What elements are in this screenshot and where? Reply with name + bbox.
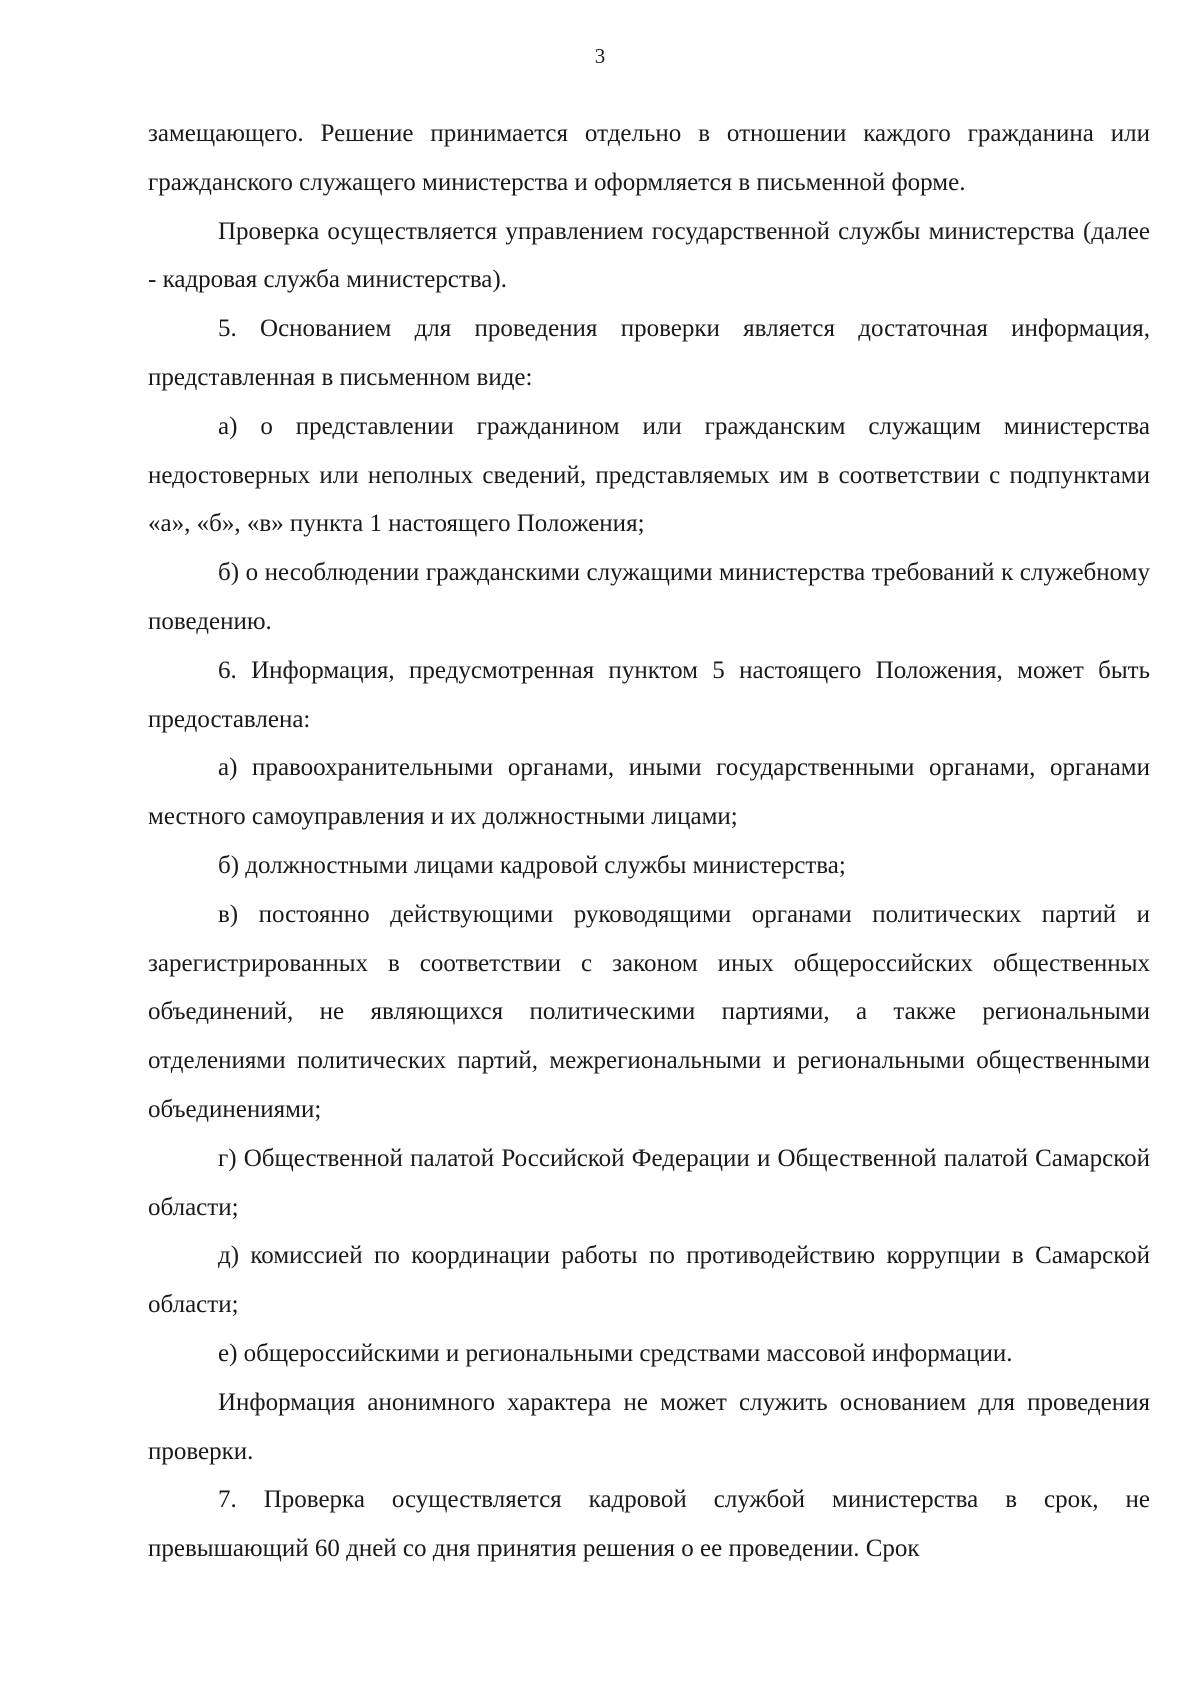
paragraph-item-5a: а) о представлении гражданином или гражданским служащим министерства недостоверных или неполных сведений, представляемых им в соответствии с подпунктами «а», «б», «в» пункта 1 настоящего Положения;: [148, 412, 1150, 538]
paragraph-item-6g: г) Общественной палатой Российской Федерации и Общественной палатой Самарской области;: [148, 1144, 1150, 1221]
page-number: 3: [594, 44, 606, 68]
paragraph-item-6e: е) общероссийскими и региональными средствами массовой информации.: [218, 1339, 1013, 1367]
paragraph-item-6: 6. Информация, предусмотренная пунктом 5 настоящего Положения, может быть предоставлена:: [148, 656, 1150, 733]
paragraph-item-6v: в) постоянно действующими руководящими органами политических партий и зарегистрированных в соответствии с законом иных общероссийских общественных объединений, не являющихся политическими партиями, а также региональными отделениями политических партий, межрегиональными и региональными общественными объединениями;: [148, 900, 1150, 1123]
paragraph-anonymous-info: Информация анонимного характера не может служить основанием для проведения проверки.: [148, 1388, 1150, 1465]
paragraph-inspection-body: Проверка осуществляется управлением государственной службы министерства (далее - кадровая служба министерства).: [148, 217, 1150, 294]
paragraph-item-6b: б) должностными лицами кадровой службы министерства;: [218, 851, 846, 879]
paragraph-continuation: замещающего. Решение принимается отдельно в отношении каждого гражданина или гражданского служащего министерства и оформляется в письменной форме.: [148, 120, 1150, 196]
paragraph-item-6a: а) правоохранительными органами, иными государственными органами, органами местного самоуправления и их должностными лицами;: [148, 754, 1150, 831]
paragraph-item-5b: б) о несоблюдении гражданскими служащими министерства требований к служебному поведению.: [148, 559, 1150, 635]
paragraph-item-5: 5. Основанием для проведения проверки является достаточная информация, представленная в письменном виде:: [148, 315, 1150, 391]
paragraph-item-7: 7. Проверка осуществляется кадровой службой министерства в срок, не превышающий 60 дней со дня принятия решения о ее проведении. Срок: [148, 1486, 1150, 1563]
document-body: [148, 110, 1150, 1574]
paragraph-item-6d: д) комиссией по координации работы по противодействию коррупции в Самарской области;: [148, 1242, 1150, 1319]
